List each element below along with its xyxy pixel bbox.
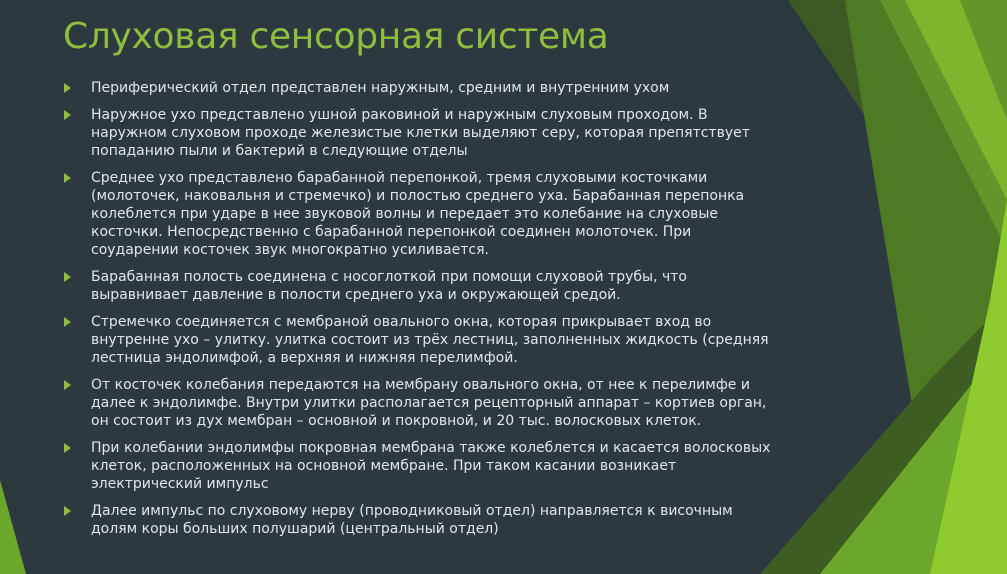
bullet-text: Стремечко соединяется с мембраной овального окна, которая прикрывает вход во внутренне ухо – улитку. улитка состоит из трёх лестниц, заполненных жидкость (средняя лестница эндолимфой, а верхняя и нижняя перелимфой. — [91, 314, 769, 366]
bullet-text: При колебании эндолимфы покровная мембрана также колеблется и касается волосковых клеток, расположенных на основной мембране. При таком касании возникает электрический импульс — [91, 440, 771, 492]
bullet-text: Периферический отдел представлен наружным, средним и внутренним ухом — [91, 80, 670, 96]
bullet-arrow-icon — [64, 272, 71, 282]
bullet-arrow-icon — [64, 83, 71, 93]
list-item — [62, 502, 774, 538]
list-item — [62, 106, 774, 160]
list-item — [62, 268, 774, 304]
bullet-arrow-icon — [64, 506, 71, 516]
list-item — [62, 376, 774, 430]
bullet-arrow-icon — [64, 317, 71, 327]
bullet-text: От косточек колебания передаются на мембрану овального окна, от нее к перелимфе и далее к эндолимфе. Внутри улитки располагается рецепторный аппарат – кортиев орган, он состоит из дух мембран – основной и покровной, и 20 тыс. волосковых клеток. — [91, 377, 767, 429]
bullet-arrow-icon — [64, 110, 71, 120]
bullet-arrow-icon — [64, 380, 71, 390]
bullet-arrow-icon — [64, 173, 71, 183]
bullet-text: Наружное ухо представлено ушной раковиной и наружным слуховым проходом. В наружном слуховом проходе железистые клетки выделяют серу, которая препятствует попаданию пыли и бактерий в следующие отделы — [91, 107, 750, 159]
bullet-text: Далее импульс по слуховому нерву (проводниковый отдел) направляется к височным долям коры больших полушарий (центральный отдел) — [91, 503, 733, 537]
list-item — [62, 169, 774, 259]
bullet-list — [62, 79, 774, 547]
bullet-text: Среднее ухо представлено барабанной перепонкой, тремя слуховыми косточками (молоточек, наковальня и стремечко) и полостью среднего уха. Барабанная перепонка колеблется при ударе в нее звуковой волны и передает это колебание на слуховые косточки. Непосредственно с барабанной перепонкой соединен молоточек. При соударении косточек звук многократно усиливается. — [91, 170, 745, 258]
list-item — [62, 79, 774, 97]
slide-title: Слуховая сенсорная система — [63, 16, 609, 57]
bullet-arrow-icon — [64, 443, 71, 453]
bullet-text: Барабанная полость соединена с носоглоткой при помощи слуховой трубы, что выравнивает давление в полости среднего уха и окружающей средой. — [91, 269, 687, 303]
list-item — [62, 313, 774, 367]
list-item — [62, 439, 774, 493]
